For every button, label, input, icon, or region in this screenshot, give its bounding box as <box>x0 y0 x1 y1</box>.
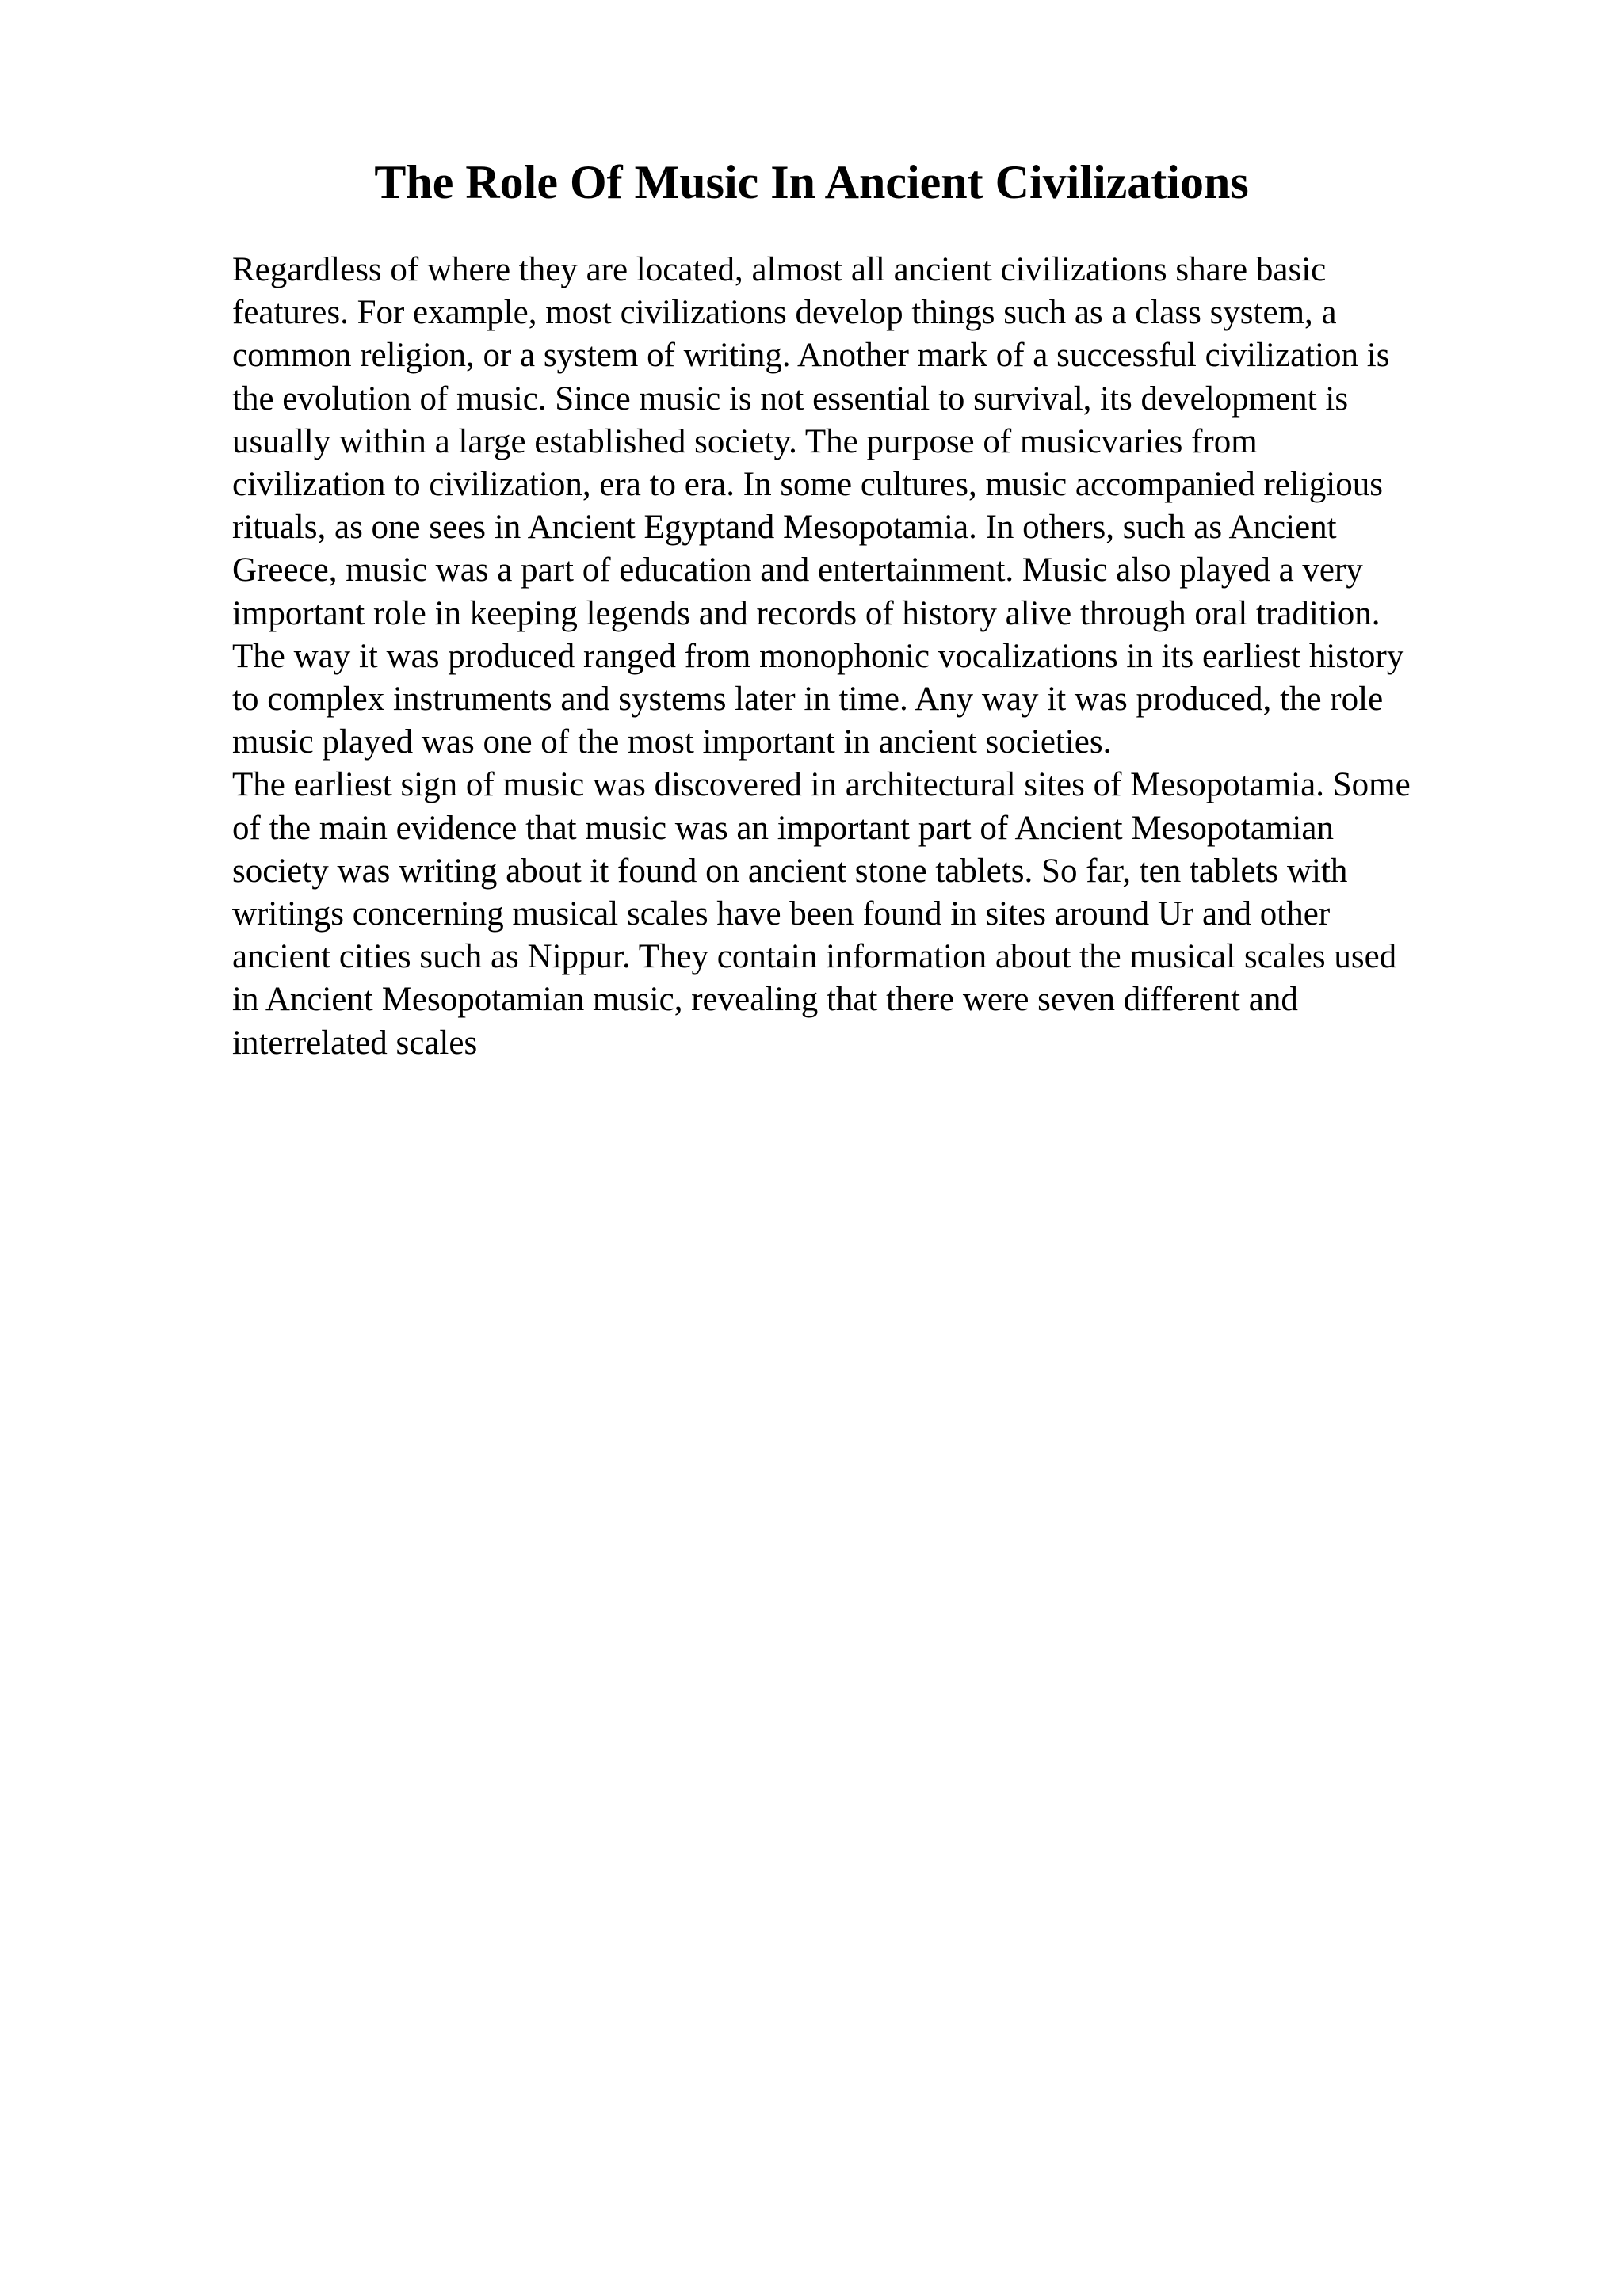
text-line: interrelated scales <box>232 1024 478 1062</box>
page-title: The Role Of Music In Ancient Civilizations <box>374 156 1249 208</box>
text-line: writings concerning musical scales have been found in sites around Ur and other <box>232 895 1331 933</box>
text-line: society was writing about it found on ancient stone tablets. So far, ten tablets with <box>232 852 1348 890</box>
text-line: rituals, as one sees in Ancient Egyptand Mesopotamia. In others, such as Ancient <box>232 509 1337 547</box>
text-line: common religion, or a system of writing. Another mark of a successful civilization is <box>232 337 1390 375</box>
text-line: Regardless of where they are located, almost all ancient civilizations share basic <box>232 251 1327 288</box>
text-line: of the main evidence that music was an important part of Ancient Mesopotamian <box>232 809 1334 847</box>
text-line: The earliest sign of music was discovered in architectural sites of Mesopotamia. Some <box>232 766 1411 804</box>
text-line: in Ancient Mesopotamian music, revealing that there were seven different and <box>232 981 1298 1019</box>
body-text <box>232 249 1532 1065</box>
text-line: Greece, music was a part of education and entertainment. Music also played a very <box>232 551 1363 589</box>
text-line: the evolution of music. Since music is not essential to survival, its development is <box>232 379 1349 418</box>
text-line: The way it was produced ranged from monophonic vocalizations in its earliest history <box>232 637 1404 675</box>
text-line: features. For example, most civilizations develop things such as a class system, a <box>232 294 1337 332</box>
text-line: civilization to civilization, era to era. In some cultures, music accompanied religious <box>232 466 1383 504</box>
text-line: usually within a large established society. The purpose of musicvaries from <box>232 422 1258 460</box>
text-line: music played was one of the most important in ancient societies. <box>232 723 1112 761</box>
text-line: to complex instruments and systems later in time. Any way it was produced, the role <box>232 681 1384 719</box>
text-line: important role in keeping legends and records of history alive through oral tradition. <box>232 594 1381 632</box>
text-line: ancient cities such as Nippur. They contain information about the musical scales used <box>232 938 1397 976</box>
